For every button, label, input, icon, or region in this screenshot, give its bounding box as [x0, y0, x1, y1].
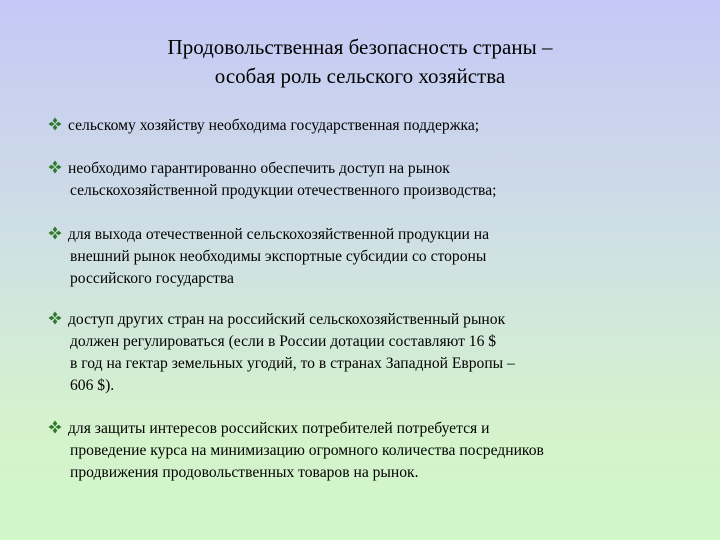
- diamond-bullet-icon: [48, 160, 62, 174]
- bullet-text: внешний рынок необходимы экспортные субсидии со стороны: [70, 248, 487, 265]
- bullet-item: [48, 224, 668, 290]
- bullet-text: сельскохозяйственной продукции отечественного производства;: [70, 182, 497, 199]
- title-line-2: особая роль сельского хозяйства: [214, 64, 506, 88]
- bullet-text: сельскому хозяйству необходима государственная поддержка;: [68, 117, 480, 134]
- bullet-text: должен регулироваться (если в России дотации составляют 16 $: [70, 333, 497, 350]
- bullet-text: для выхода отечественной сельскохозяйственной продукции на: [68, 226, 490, 243]
- title-line-1: Продовольственная безопасность страны –: [167, 35, 553, 59]
- bullet-text: в год на гектар земельных угодий, то в странах Западной Европы –: [70, 355, 515, 372]
- diamond-bullet-icon: [48, 420, 62, 434]
- diamond-bullet-icon: [48, 311, 62, 325]
- bullet-text: проведение курса на минимизацию огромного количества посредников: [70, 442, 544, 459]
- bullet-text: доступ других стран на российский сельскохозяйственный рынок: [68, 311, 506, 328]
- bullet-text: российского государства: [70, 270, 234, 287]
- bullet-item: [48, 115, 668, 137]
- bullet-item: [48, 418, 668, 484]
- slide-title: [100, 33, 620, 91]
- bullet-item: [48, 158, 668, 202]
- bullet-text: 606 $).: [70, 377, 115, 394]
- diamond-bullet-icon: [48, 117, 62, 131]
- bullet-text: необходимо гарантированно обеспечить доступ на рынок: [68, 160, 450, 177]
- bullet-text: продвижения продовольственных товаров на рынок.: [70, 464, 419, 481]
- diamond-bullet-icon: [48, 226, 62, 240]
- bullet-text: для защиты интересов российских потребителей потребуется и: [68, 420, 490, 437]
- bullet-item: [48, 309, 668, 397]
